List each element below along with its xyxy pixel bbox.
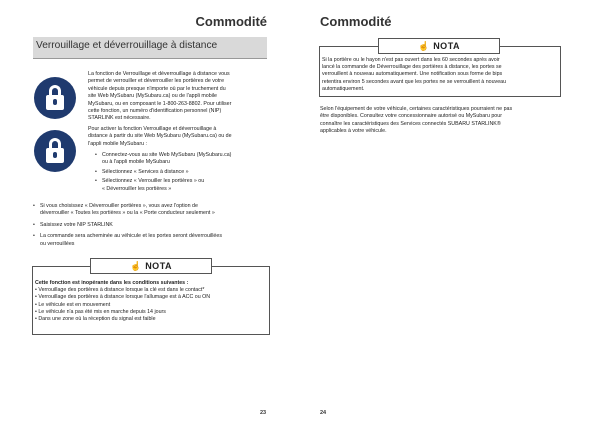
list-item: • Verrouillage des portières à distance lorsque l'allumage est à ACC ou ON — [35, 294, 211, 301]
text-line: verrouillent à nouveau automatiquement. Une notification sous forme de bips — [322, 71, 503, 78]
list-item: • Verrouillage des portières à distance lorsque la clé est dans le contact* — [35, 287, 205, 294]
list-item: • Le véhicule n'a pas été mis en marche depuis 14 jours — [35, 308, 166, 315]
list-item: • Sélectionnez « Verrouiller les portières » ou « Déverrouiller les portières » — [95, 178, 205, 192]
nota-heading: Cette fonction est inopérante dans les conditions suivantes : — [35, 280, 189, 286]
text-line: Si la portière ou le hayon n'est pas ouvert dans les 60 secondes après avoir — [322, 57, 500, 63]
section-title-bar — [33, 37, 267, 59]
text-line: retentira environ 5 secondes avant que les portes ne se verrouillent à nouveau — [322, 78, 507, 85]
text-line: applicables à votre véhicule. — [320, 128, 387, 135]
text-line: permet de verrouiller et déverrouiller les portières de votre — [88, 78, 225, 85]
list-item: • Le véhicule est en mouvement — [35, 301, 111, 308]
list-item: • Sélectionnez « Services à distance » — [95, 168, 189, 175]
list-item: • Connectez-vous au site Web MySubaru (MySubaru.ca) ou à l'appli mobile MySubaru — [95, 152, 232, 166]
text-line: véhicule depuis presque n'importe où par le truchement du — [88, 85, 226, 92]
intro-paragraph — [88, 71, 268, 123]
padlock-icon — [34, 130, 76, 172]
page-number: 24 — [320, 410, 327, 416]
text-line: cette fonction, un numéro d'identification personnel (NIP) — [88, 108, 222, 115]
text-line: site Web MySubaru (MySubaru.ca) ou de l'appli mobile — [88, 93, 217, 100]
list-item: • Saisissez votre NIP STARLINK — [33, 221, 113, 228]
nota-title — [90, 258, 212, 274]
section-title: Verrouillage et déverrouillage à distance — [36, 40, 218, 51]
text-line: Pour activer la fonction Verrouillage et déverrouillage à — [88, 126, 217, 132]
hand-icon: ☝ — [129, 260, 142, 271]
right-page — [300, 0, 600, 430]
text-line: l'appli mobile MySubaru : — [88, 140, 148, 147]
steps-list — [33, 203, 273, 250]
text-line: distance à partir du site Web MySubaru (MySubaru.ca) ou de — [88, 133, 232, 140]
nota-title — [378, 38, 500, 54]
sub-steps-list — [95, 152, 270, 195]
text-line: La fonction de Verrouillage et déverrouillage à distance vous — [88, 71, 230, 77]
text-line: STARLINK est nécessaire. — [88, 115, 151, 122]
nota-content — [322, 57, 558, 93]
padlock-icon — [34, 77, 76, 119]
page-header: Commodité — [195, 14, 267, 29]
list-item: • Si vous choisissez « Déverrouiller portières », vous avez l'option de déverrouiller « Toutes les portières » ou la « Porte conducteur seulement » — [33, 203, 215, 217]
text-line: être disponibles. Consultez votre concessionnaire autorisé ou MySubaru pour — [320, 113, 502, 120]
nota-content — [35, 280, 267, 323]
text-line: connaître les caractéristiques des Services connectés SUBARU STARLINK® — [320, 120, 501, 127]
list-item: • La commande sera acheminée au véhicule et les portes seront déverrouillées ou verrouillées — [33, 233, 222, 247]
text-line: automatiquement. — [322, 85, 365, 92]
text-line: lancé la commande de Déverrouillage des portières à distance, les portes se — [322, 64, 502, 71]
hand-icon: ☝ — [417, 40, 430, 51]
page-header: Commodité — [320, 14, 392, 29]
body-paragraph — [320, 106, 560, 136]
activate-paragraph — [88, 126, 268, 148]
nota-label: NOTA — [145, 261, 173, 271]
text-line: MySubaru, ou en composant le 1-800-263-8802. Pour utiliser — [88, 100, 232, 107]
page-number: 23 — [260, 410, 267, 416]
list-item: • Dans une zone où la réception du signal est faible — [35, 316, 156, 323]
text-line: Selon l'équipement de votre véhicule, certaines caractéristiques pourraient ne pas — [320, 106, 513, 112]
nota-label: NOTA — [433, 41, 461, 51]
